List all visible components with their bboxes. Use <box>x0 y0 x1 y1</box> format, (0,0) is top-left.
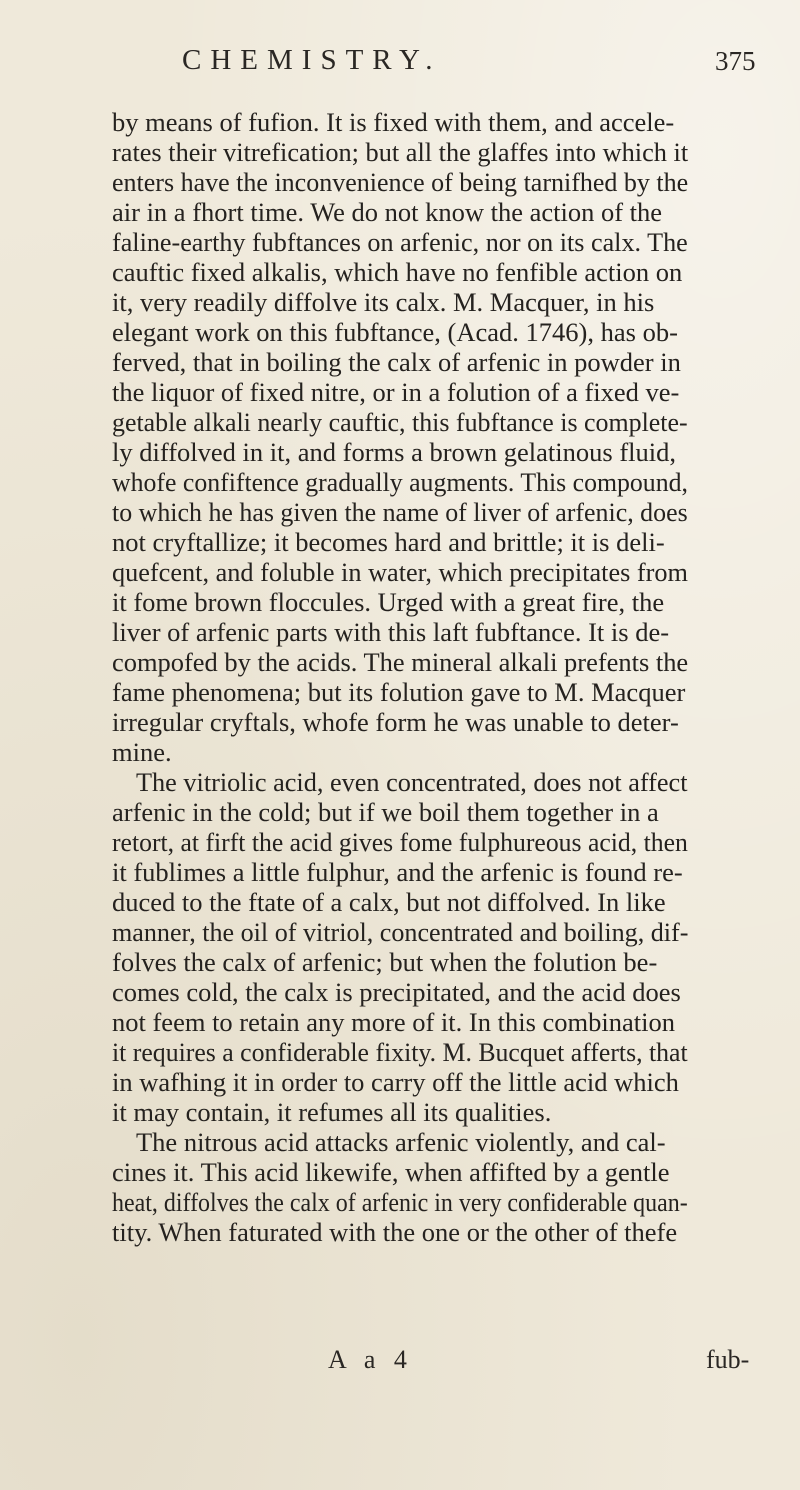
text-line: quefcent, and foluble in water, which precipitates from <box>112 557 688 587</box>
text-line: folves the calx of arfenic; but when the folution be- <box>112 947 658 977</box>
signature-mark: A a 4 <box>328 1345 413 1374</box>
text-line: it, very readily diffolve its calx. M. Macquer, in his <box>112 287 655 317</box>
text-line: it may contain, it refumes all its qualities. <box>112 1097 552 1127</box>
text-line: to which he has given the name of liver of arfenic, does <box>112 497 688 527</box>
text-line: it requires a confiderable fixity. M. Bucquet afferts, that <box>112 1037 688 1067</box>
text-line: the liquor of fixed nitre, or in a folution of a fixed ve- <box>112 377 680 407</box>
text-line: in wafhing it in order to carry off the little acid which <box>112 1067 679 1097</box>
running-head <box>0 38 800 88</box>
text-line: ferved, that in boiling the calx of arfenic in powder in <box>112 347 681 377</box>
text-line: tity. When faturated with the one or the other of thefe <box>112 1217 678 1247</box>
text-line: it fome brown floccules. Urged with a great fire, the <box>112 587 665 617</box>
text-line: comes cold, the calx is precipitated, and the acid does <box>112 977 681 1007</box>
text-line: ly diffolved in it, and forms a brown gelatinous fluid, <box>112 437 677 467</box>
text-line: compofed by the acids. The mineral alkali prefents the <box>112 647 689 677</box>
text-line: arfenic in the cold; but if we boil them together in a <box>112 797 659 827</box>
text-line: duced to the ftate of a calx, but not diffolved. In like <box>112 887 666 917</box>
text-line: irregular cryftals, whofe form he was unable to deter- <box>112 707 679 737</box>
text-line: elegant work on this fubftance, (Acad. 1746), has ob- <box>112 317 678 347</box>
text-line: not cryftallize; it becomes hard and brittle; it is deli- <box>112 527 665 557</box>
page-number: 375 <box>715 46 756 76</box>
running-title: CHEMISTRY. <box>182 44 442 76</box>
text-line: heat, diffolves the calx of arfenic in very confiderable quan- <box>112 1187 688 1217</box>
text-line: manner, the oil of vitriol, concentrated and boiling, dif- <box>112 917 689 947</box>
page-footer <box>0 1345 800 1385</box>
text-line: whofe confiftence gradually augments. This compound, <box>112 467 688 497</box>
text-line: fame phenomena; but its folution gave to M. Macquer <box>112 677 686 707</box>
text-line: The vitriolic acid, even concentrated, does not affect <box>136 767 688 797</box>
text-line: mine. <box>112 737 172 767</box>
text-line: faline-earthy fubftances on arfenic, nor on its calx. The <box>112 227 688 257</box>
text-line: cauftic fixed alkalis, which have no fenfible action on <box>112 257 683 287</box>
catchword: fub- <box>706 1345 750 1374</box>
text-line: not feem to retain any more of it. In this combination <box>112 1007 675 1037</box>
text-line: air in a fhort time. We do not know the action of the <box>112 197 663 227</box>
text-line: retort, at firft the acid gives fome fulphureous acid, then <box>112 827 688 857</box>
text-line: cines it. This acid likewife, when affifted by a gentle <box>112 1157 670 1187</box>
text-line: The nitrous acid attacks arfenic violently, and cal- <box>136 1127 666 1157</box>
text-line: liver of arfenic parts with this laft fubftance. It is de- <box>112 617 670 647</box>
text-line: by means of fufion. It is fixed with them, and accele- <box>112 107 675 137</box>
text-line: enters have the inconvenience of being tarnifhed by the <box>112 167 689 197</box>
text-line: rates their vitrefication; but all the glaffes into which it <box>112 137 689 167</box>
text-line: it fublimes a little fulphur, and the arfenic is found re- <box>112 857 683 887</box>
text-line: getable alkali nearly cauftic, this fubftance is complete- <box>112 407 688 437</box>
